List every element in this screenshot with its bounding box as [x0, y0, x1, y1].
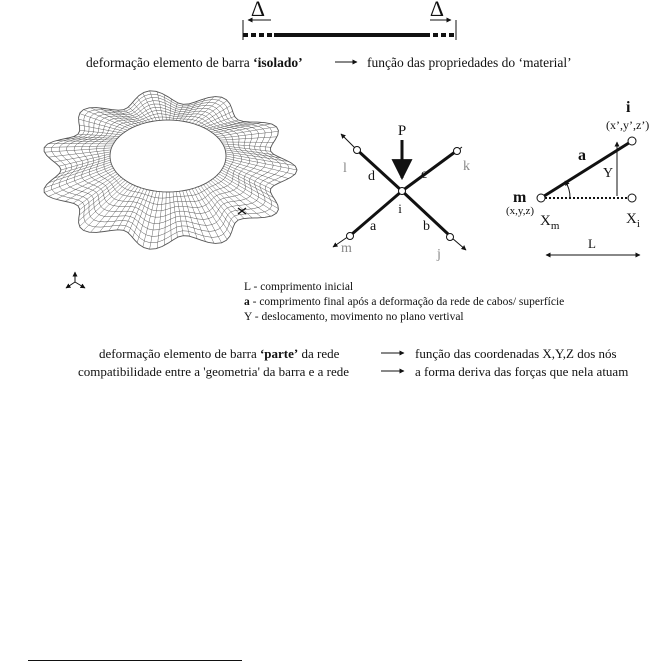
- node-m: [347, 233, 354, 240]
- node-j-label: j: [437, 247, 441, 262]
- bottom-captions: [78, 346, 628, 379]
- caption-isolated-result: função das propriedades do ‘material’: [367, 55, 572, 70]
- node-k: [454, 148, 461, 155]
- caption-compatibility-result: a forma deriva das forças que nela atuam: [415, 364, 629, 379]
- end-i-coords: (x’,y’,z’): [606, 118, 650, 132]
- mesh-spoke: [56, 141, 114, 142]
- node-j: [447, 234, 454, 241]
- end-m-label: m: [513, 189, 527, 206]
- mesh-spoke: [165, 192, 167, 245]
- mesh-spoke: [225, 150, 281, 158]
- node-m-label: m: [341, 241, 352, 256]
- isolated-bar-diagram: [243, 0, 456, 40]
- member-a-bar-label: a: [578, 147, 586, 164]
- mesh-spoke: [44, 166, 112, 192]
- mesh-spoke: [143, 191, 157, 247]
- bar-diagram: [506, 99, 649, 255]
- mesh-spoke: [84, 110, 131, 129]
- mesh-spoke: [192, 189, 222, 243]
- length-label: L: [588, 236, 596, 251]
- mesh-ring: [110, 120, 226, 192]
- node-l: [354, 147, 361, 154]
- legend-item-displacement: Y - deslocamento, movimento no plano vertival: [244, 311, 464, 323]
- footnote-separator: [28, 660, 242, 661]
- mesh-spoke: [180, 191, 190, 236]
- legend-item-initial-length: L - comprimento inicial: [244, 281, 354, 293]
- xm-label: $X_m$: [540, 213, 560, 232]
- delta-right-label: Δ: [429, 0, 445, 21]
- mesh-ring: [104, 117, 234, 198]
- mesh-spoke: [176, 192, 183, 236]
- end-m-coords: (x,y,z): [506, 205, 534, 217]
- member-a: [352, 191, 402, 234]
- member-c-label: c: [421, 167, 428, 182]
- node-k-label: k: [463, 159, 470, 174]
- vertical-label: Y: [603, 166, 614, 181]
- mesh-spoke: [80, 130, 121, 135]
- caption-compatibility: compatibilidade entre a 'geometria' da barra e a rede: [78, 364, 350, 379]
- mesh-spoke: [44, 148, 111, 152]
- delta-left-label: Δ: [250, 0, 266, 21]
- node-diagram: [333, 123, 470, 262]
- mesh-spoke: [213, 122, 262, 133]
- member-b-label: b: [423, 219, 430, 234]
- axis-icon: [66, 272, 85, 288]
- end-i-label: i: [626, 99, 631, 116]
- center-node-label: i: [398, 201, 402, 216]
- mesh-spoke: [224, 166, 271, 189]
- load-label: P: [397, 123, 407, 139]
- member-d: [355, 148, 402, 191]
- mesh-spoke: [84, 183, 131, 230]
- member-a-label: a: [370, 219, 377, 234]
- member-a-bar: [541, 141, 632, 198]
- mesh-spoke: [219, 174, 279, 209]
- mesh-spoke: [137, 191, 153, 243]
- member-c: [402, 152, 455, 191]
- mesh-spoke: [59, 158, 110, 174]
- caption-part-of-net: deformação elemento de barra ‘parte’ da rede: [99, 346, 340, 361]
- member-d-label: d: [368, 169, 375, 184]
- node-l-label: l: [343, 161, 347, 176]
- xi-label: $X_i$: [626, 211, 640, 230]
- mesh-spoke: [73, 174, 118, 204]
- mesh-ring: [82, 107, 258, 217]
- mesh-spoke: [173, 192, 177, 238]
- mesh-spoke: [44, 146, 112, 148]
- legend-item-final-length: a - comprimento final após a deformação da rede de cabos/ superfície: [244, 296, 565, 308]
- cable-net-mesh: [44, 91, 297, 249]
- legend: [244, 281, 564, 323]
- caption-isolated: deformação elemento de barra ‘isolado’: [86, 55, 303, 70]
- mesh-spoke: [170, 99, 172, 120]
- mesh-spoke: [143, 93, 157, 121]
- caption-part-of-net-result: função das coordenadas X,Y,Z dos nós: [415, 346, 617, 361]
- mesh-spoke: [170, 192, 172, 241]
